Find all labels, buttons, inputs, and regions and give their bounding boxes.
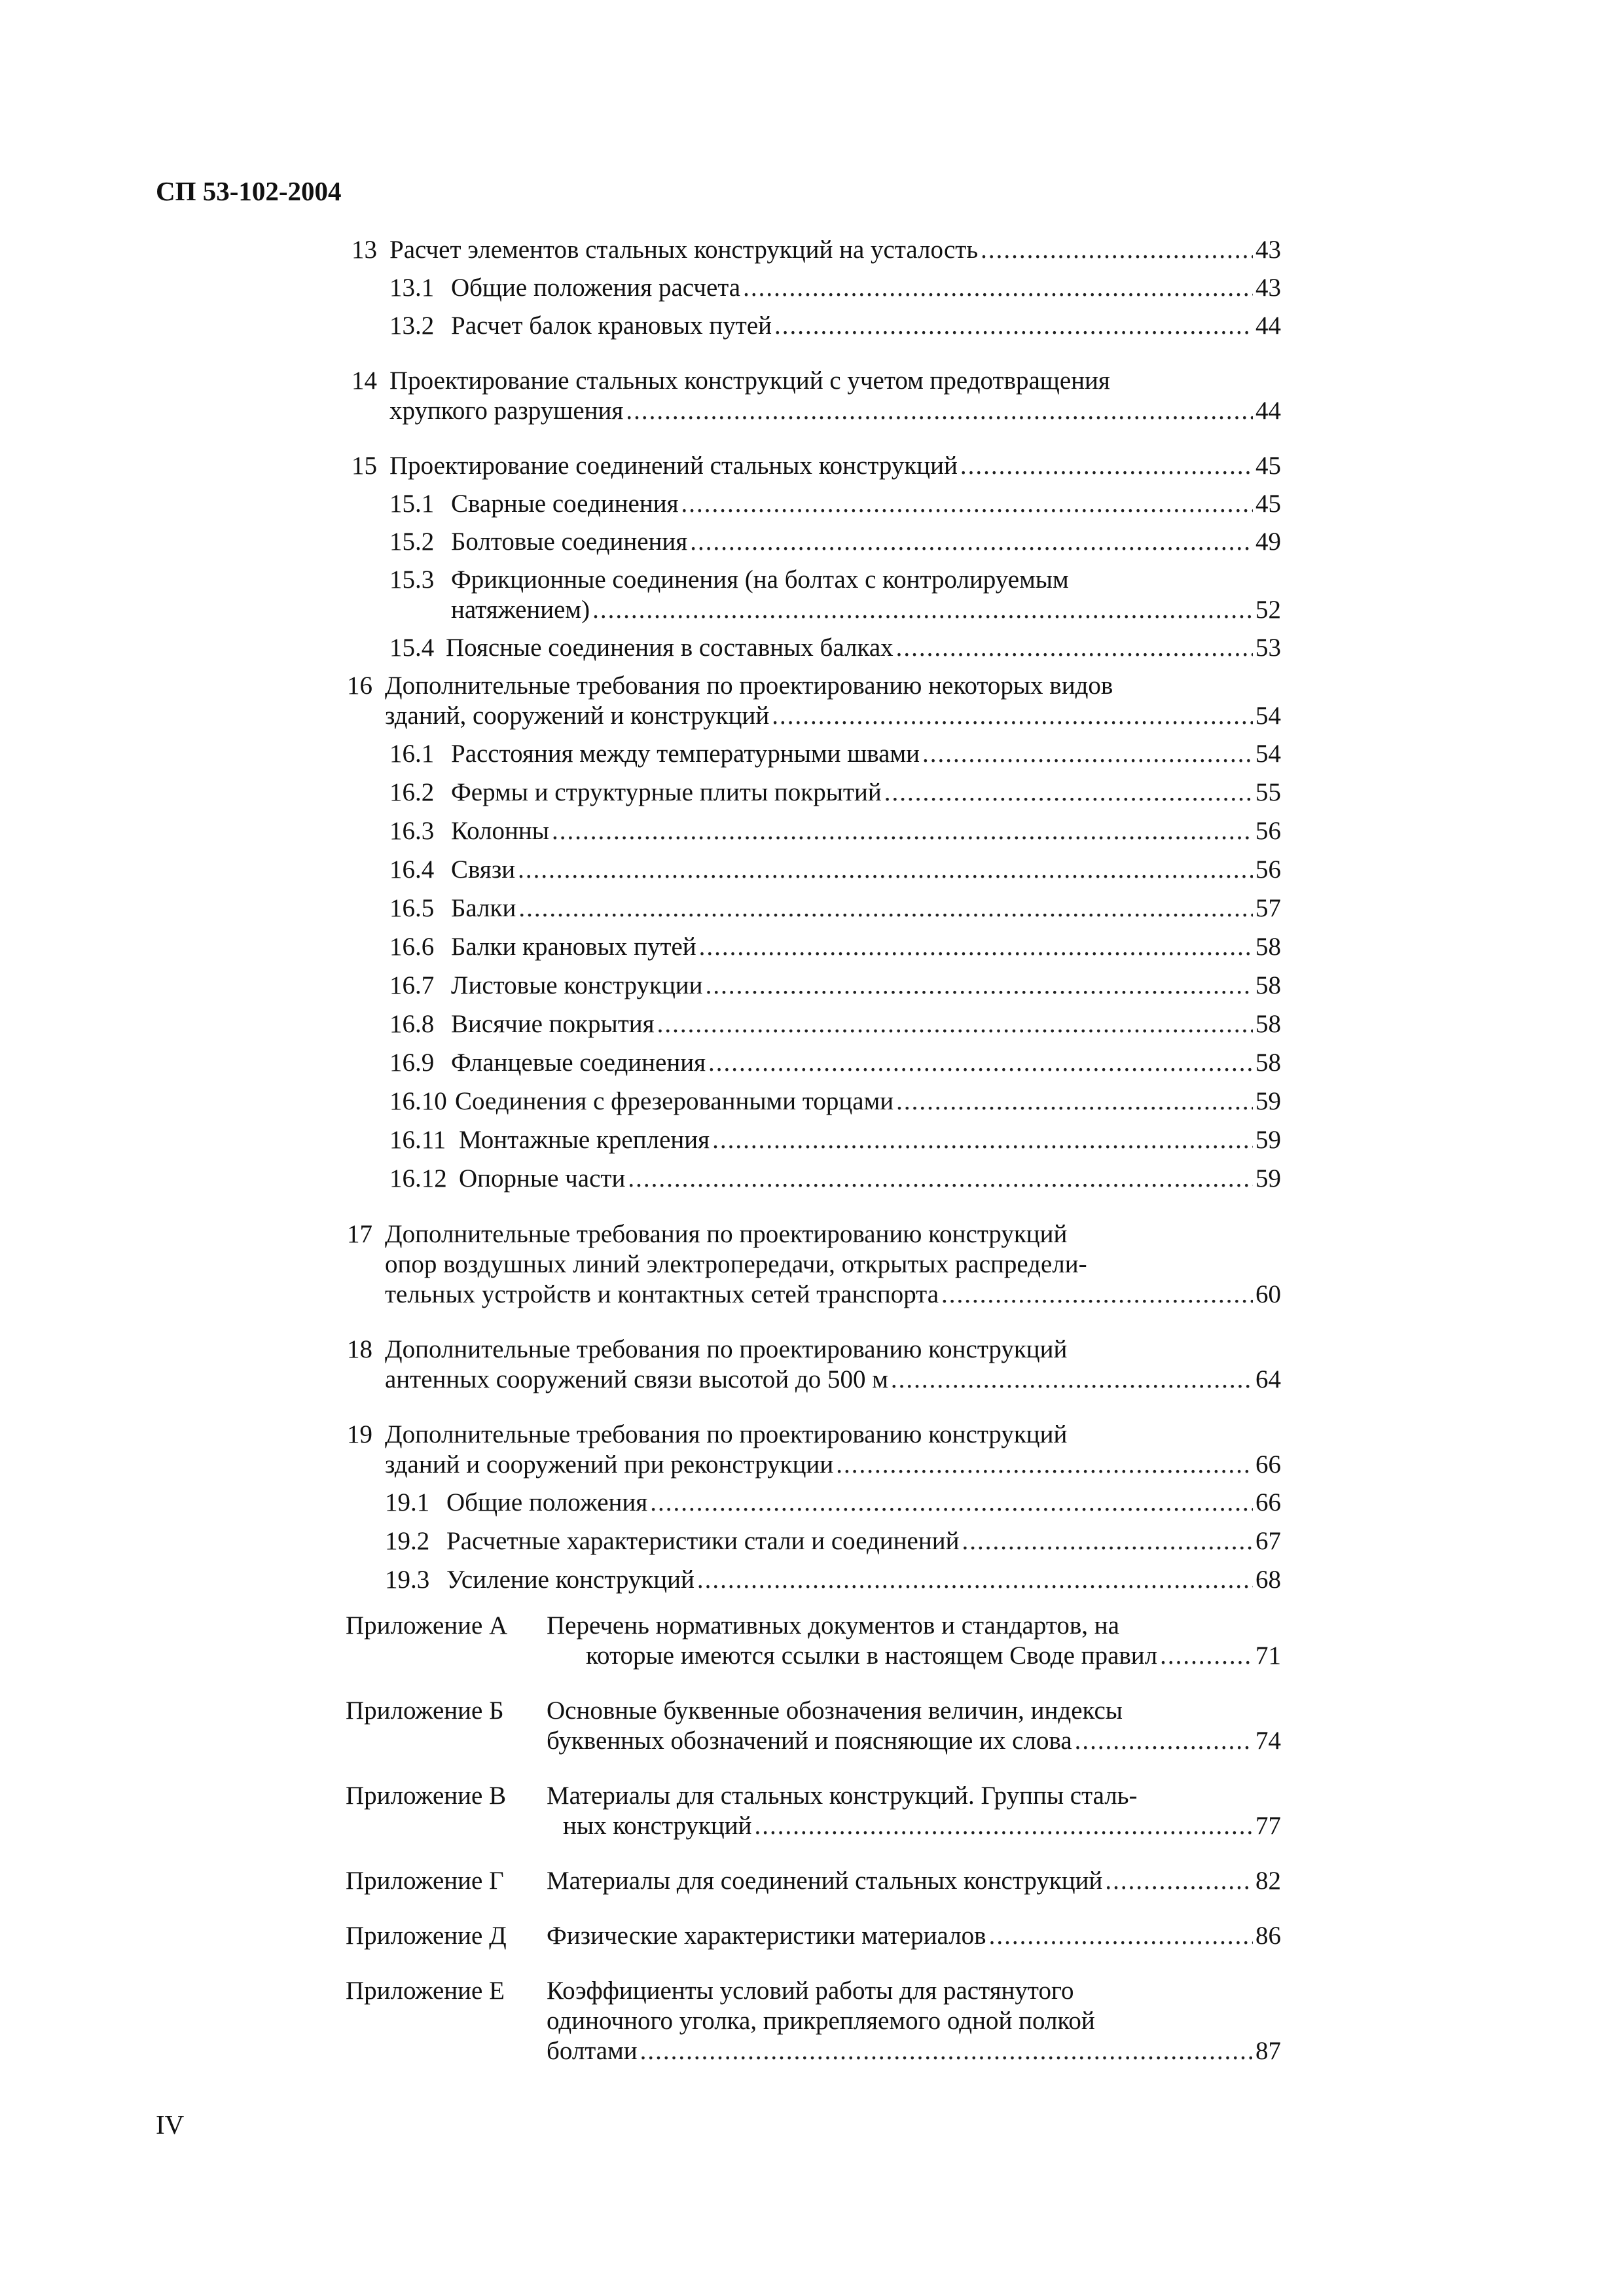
toc-title: Фермы и структурные плиты покрытий	[451, 778, 882, 806]
toc-title: буквенных обозначений и поясняющие их слова	[547, 1727, 1072, 1755]
toc-page: 58	[1255, 971, 1281, 999]
toc-title: Основные буквенные обозначения величин, индексы	[547, 1696, 1123, 1725]
toc-entry-16[interactable]	[347, 670, 1281, 702]
toc-title: Болтовые соединения	[451, 528, 688, 556]
toc-page: 57	[1255, 894, 1281, 922]
toc-title: хрупкого разрушения	[389, 397, 624, 425]
toc-title: Дополнительные требования по проектированию некоторых видов	[385, 672, 1113, 700]
toc-page: 54	[1255, 702, 1281, 730]
toc-page: 43	[1255, 274, 1281, 302]
toc-page: 45	[1255, 452, 1281, 480]
toc-appendix-e-cont-1[interactable]	[547, 2005, 1281, 2037]
toc-title: зданий и сооружений при реконструкции	[385, 1450, 834, 1479]
dot-leader	[960, 450, 1253, 482]
appendix-label: Приложение В	[346, 1782, 507, 1810]
toc-entry-13-2[interactable]	[389, 310, 1281, 342]
toc-number: 16.9	[389, 1049, 435, 1077]
dot-leader	[896, 1086, 1253, 1117]
toc-number: 18	[347, 1335, 372, 1363]
toc-title: тельных устройств и контактных сетей транспорта	[385, 1280, 939, 1308]
toc-title: Проектирование соединений стальных конструкций	[389, 452, 958, 480]
toc-entry-15-1[interactable]	[389, 488, 1281, 520]
toc-title: Дополнительные требования по проектированию конструкций	[385, 1220, 1068, 1248]
toc-title: Коэффициенты условий работы для растянутого	[547, 1977, 1074, 2005]
toc-title: Дополнительные требования по проектированию конструкций	[385, 1420, 1068, 1448]
toc-title: натяжением)	[451, 596, 590, 624]
toc-title: Балки крановых путей	[451, 933, 696, 961]
toc-title: которые имеются ссылки в настоящем Своде правил	[586, 1641, 1158, 1670]
dot-leader	[1075, 1725, 1253, 1757]
dot-leader	[592, 594, 1253, 626]
toc-page: 49	[1255, 528, 1281, 556]
toc-page: 71	[1255, 1641, 1281, 1670]
toc-appendix-e-cont-2[interactable]	[547, 2036, 1281, 2067]
toc-page: 43	[1255, 236, 1281, 264]
toc-title: Усиление конструкций	[446, 1566, 695, 1594]
appendix-label: Приложение Г	[346, 1867, 504, 1895]
dot-leader	[1160, 1640, 1253, 1672]
toc-page: 58	[1255, 1049, 1281, 1077]
document-code: СП 53-102-2004	[156, 176, 342, 206]
toc-number: 16.10	[389, 1087, 447, 1115]
toc-number: 17	[347, 1220, 372, 1248]
toc-number: 16.2	[389, 778, 435, 806]
toc-title: Общие положения	[446, 1488, 648, 1516]
toc-page: 77	[1255, 1812, 1281, 1840]
dot-leader	[884, 777, 1253, 808]
toc-title: Общие положения расчета	[451, 274, 741, 302]
toc-entry-16-4[interactable]	[389, 854, 1281, 886]
toc-title: Соединения с фрезерованными торцами	[455, 1087, 894, 1115]
toc-number: 13	[352, 236, 377, 264]
toc-page: 60	[1255, 1280, 1281, 1308]
toc-number: 16.7	[389, 971, 435, 999]
toc-number: 13.1	[389, 274, 435, 302]
dot-leader	[628, 1163, 1253, 1194]
toc-appendix-b[interactable]	[547, 1695, 1281, 1727]
toc-entry-14[interactable]	[352, 365, 1281, 397]
dot-leader	[657, 1009, 1253, 1040]
toc-page: 59	[1255, 1126, 1281, 1154]
toc-title: Расчетные характеристики стали и соединений	[446, 1527, 960, 1555]
dot-leader	[699, 931, 1253, 963]
dot-leader	[1105, 1865, 1253, 1897]
dot-leader	[755, 1810, 1253, 1842]
toc-entry-16-6[interactable]	[389, 931, 1281, 963]
toc-page: 45	[1255, 490, 1281, 518]
dot-leader	[896, 632, 1253, 664]
dot-leader	[962, 1526, 1253, 1557]
toc-title: Проектирование стальных конструкций с учетом предотвращения	[389, 367, 1110, 395]
toc-entry-16-10[interactable]	[389, 1086, 1281, 1117]
toc-number: 16.1	[389, 740, 435, 768]
toc-title: Расстояния между температурными швами	[451, 740, 920, 768]
toc-page: 59	[1255, 1164, 1281, 1193]
toc-entry-17[interactable]	[347, 1219, 1281, 1250]
toc-entry-19-cont[interactable]	[385, 1449, 1281, 1480]
toc-page: 52	[1255, 596, 1281, 624]
toc-page: 67	[1255, 1527, 1281, 1555]
toc-number: 16.3	[389, 817, 435, 845]
toc-entry-16-11[interactable]	[389, 1124, 1281, 1156]
toc-title: антенных сооружений связи высотой до 500 м	[385, 1365, 888, 1393]
appendix-label: Приложение Б	[346, 1696, 504, 1725]
toc-title: Колонны	[451, 817, 549, 845]
toc-page: 44	[1255, 397, 1281, 425]
toc-number: 16.11	[389, 1126, 446, 1154]
toc-number: 19.3	[385, 1566, 430, 1594]
dot-leader	[681, 488, 1253, 520]
toc-number: 15.2	[389, 528, 435, 556]
toc-title: зданий, сооружений и конструкций	[385, 702, 770, 730]
toc-page: 55	[1255, 778, 1281, 806]
toc-title: Монтажные крепления	[459, 1126, 710, 1154]
toc-page: 59	[1255, 1087, 1281, 1115]
toc-title: Расчет элементов стальных конструкций на усталость	[389, 236, 979, 264]
dot-leader	[640, 2036, 1253, 2067]
toc-entry-16-cont[interactable]	[385, 700, 1281, 732]
toc-entry-16-2[interactable]	[389, 777, 1281, 808]
toc-entry-18[interactable]	[347, 1334, 1281, 1365]
page-number: IV	[156, 2109, 185, 2140]
toc-entry-16-7[interactable]	[389, 970, 1281, 1001]
toc-entry-15-3-cont[interactable]	[451, 594, 1281, 626]
toc-entry-16-5[interactable]	[389, 893, 1281, 924]
dot-leader	[922, 738, 1253, 770]
dot-leader	[712, 1124, 1253, 1156]
toc-number: 15	[352, 452, 377, 480]
toc-page: 74	[1255, 1727, 1281, 1755]
toc-title: опор воздушных линий электропередачи, открытых распредели-	[385, 1250, 1087, 1278]
toc-title: Сварные соединения	[451, 490, 679, 518]
dot-leader	[650, 1487, 1253, 1518]
toc-title: Фрикционные соединения (на болтах с контролируемым	[451, 565, 1069, 594]
toc-appendix-a[interactable]	[547, 1610, 1281, 1641]
toc-title: Фланцевые соединения	[451, 1049, 706, 1077]
toc-number: 16.6	[389, 933, 435, 961]
toc-appendix-g[interactable]	[547, 1865, 1281, 1897]
toc-page: 53	[1255, 634, 1281, 662]
toc-entry-16-9[interactable]	[389, 1047, 1281, 1079]
toc-title: Дополнительные требования по проектированию конструкций	[385, 1335, 1068, 1363]
toc-entry-15-4[interactable]	[389, 632, 1281, 664]
toc-appendix-v[interactable]	[547, 1780, 1281, 1812]
toc-number: 14	[352, 367, 377, 395]
dot-leader	[518, 854, 1253, 886]
toc-number: 16	[347, 672, 372, 700]
toc-title: ных конструкций	[563, 1812, 752, 1840]
toc-entry-15-3[interactable]	[389, 564, 1281, 596]
toc-page: 87	[1255, 2037, 1281, 2065]
toc-title: одиночного уголка, прикрепляемого одной полкой	[547, 2007, 1095, 2035]
toc-page: 58	[1255, 933, 1281, 961]
dot-leader	[552, 816, 1253, 847]
toc-title: Балки	[451, 894, 516, 922]
toc-number: 19.1	[385, 1488, 430, 1516]
toc-title: болтами	[547, 2037, 638, 2065]
toc-number: 15.3	[389, 565, 435, 594]
dot-leader	[626, 395, 1253, 427]
dot-leader	[941, 1279, 1253, 1310]
toc-title: Листовые конструкции	[451, 971, 703, 999]
toc-appendix-b-cont[interactable]	[547, 1725, 1281, 1757]
toc-entry-13[interactable]	[352, 234, 1281, 266]
toc-entry-16-8[interactable]	[389, 1009, 1281, 1040]
toc-title: Расчет балок крановых путей	[451, 312, 772, 340]
toc-number: 16.4	[389, 855, 435, 884]
dot-leader	[697, 1564, 1253, 1596]
appendix-label: Приложение Д	[346, 1922, 507, 1950]
toc-appendix-d[interactable]	[547, 1920, 1281, 1952]
toc-page: 64	[1255, 1365, 1281, 1393]
toc-page: 56	[1255, 817, 1281, 845]
dot-leader	[774, 310, 1253, 342]
toc-page: 44	[1255, 312, 1281, 340]
toc-entry-17-cont-1[interactable]	[385, 1249, 1281, 1280]
dot-leader	[836, 1449, 1253, 1480]
toc-number: 16.8	[389, 1010, 435, 1038]
toc-number: 15.1	[389, 490, 435, 518]
toc-entry-19-2[interactable]	[385, 1526, 1281, 1557]
toc-page: 56	[1255, 855, 1281, 884]
toc-number: 16.5	[389, 894, 435, 922]
toc-number: 15.4	[389, 634, 435, 662]
toc-title: Связи	[451, 855, 516, 884]
toc-title: Опорные части	[459, 1164, 626, 1193]
dot-leader	[690, 526, 1253, 558]
toc-page: 86	[1255, 1922, 1281, 1950]
toc-entry-19-1[interactable]	[385, 1487, 1281, 1518]
toc-entry-19[interactable]	[347, 1419, 1281, 1450]
toc-entry-15-2[interactable]	[389, 526, 1281, 558]
toc-appendix-a-cont[interactable]	[586, 1640, 1281, 1672]
toc-entry-16-3[interactable]	[389, 816, 1281, 847]
dot-leader	[891, 1364, 1253, 1395]
dot-leader	[518, 893, 1253, 924]
toc-entry-17-cont-2[interactable]	[385, 1279, 1281, 1310]
toc-page: 54	[1255, 740, 1281, 768]
toc-entry-13-1[interactable]	[389, 272, 1281, 304]
toc-title: Материалы для соединений стальных конструкций	[547, 1867, 1103, 1895]
toc-entry-16-1[interactable]	[389, 738, 1281, 770]
toc-title: Перечень нормативных документов и стандартов, на	[547, 1611, 1119, 1640]
dot-leader	[743, 272, 1253, 304]
toc-page: 66	[1255, 1488, 1281, 1516]
toc-title: Физические характеристики материалов	[547, 1922, 986, 1950]
toc-entry-19-3[interactable]	[385, 1564, 1281, 1596]
toc-title: Поясные соединения в составных балках	[446, 634, 893, 662]
toc-title: Висячие покрытия	[451, 1010, 655, 1038]
toc-appendix-v-cont[interactable]	[563, 1810, 1281, 1842]
toc-page: 82	[1255, 1867, 1281, 1895]
toc-entry-18-cont[interactable]	[385, 1364, 1281, 1395]
toc-entry-14-cont[interactable]	[389, 395, 1281, 427]
appendix-label: Приложение Е	[346, 1977, 505, 2005]
dot-leader	[989, 1920, 1253, 1952]
toc-number: 13.2	[389, 312, 435, 340]
toc-page: 68	[1255, 1566, 1281, 1594]
dot-leader	[706, 970, 1253, 1001]
toc-number: 16.12	[389, 1164, 447, 1193]
toc-number: 19.2	[385, 1527, 430, 1555]
toc-title: Материалы для стальных конструкций. Группы сталь-	[547, 1782, 1138, 1810]
dot-leader	[772, 700, 1253, 732]
toc-page: 58	[1255, 1010, 1281, 1038]
dot-leader	[708, 1047, 1253, 1079]
dot-leader	[981, 234, 1253, 266]
toc-entry-16-12[interactable]	[389, 1163, 1281, 1194]
appendix-label: Приложение А	[346, 1611, 508, 1640]
toc-number: 19	[347, 1420, 372, 1448]
toc-entry-15[interactable]	[352, 450, 1281, 482]
toc-appendix-e[interactable]	[547, 1975, 1281, 2007]
toc-page: 66	[1255, 1450, 1281, 1479]
